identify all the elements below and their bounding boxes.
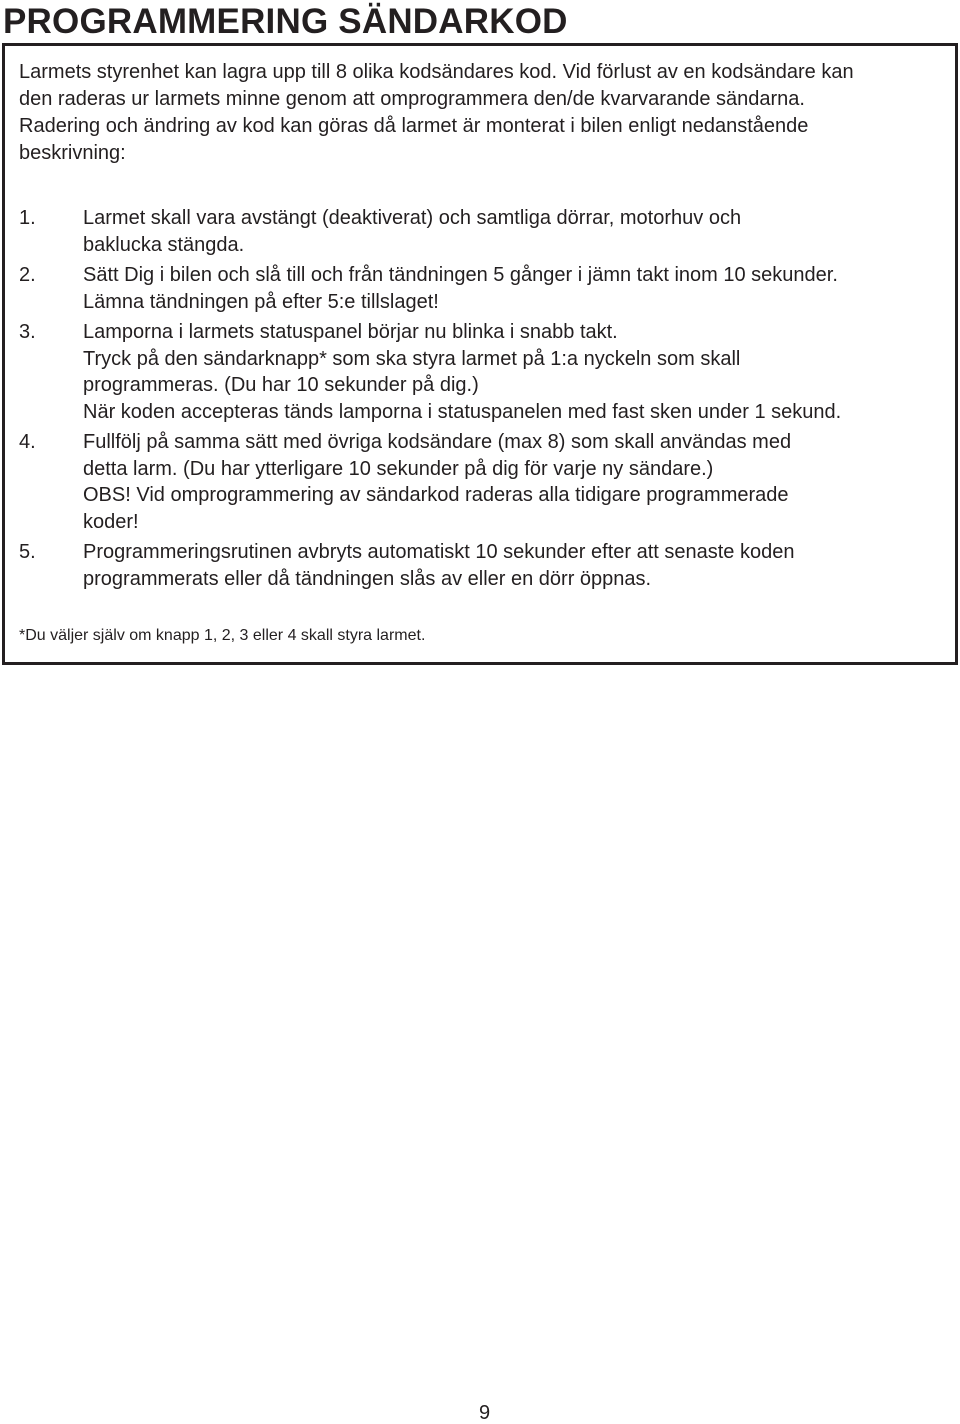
step-2 [19,262,944,315]
intro-line: Radering och ändring av kod kan göras då larmet är monterat i bilen enligt nedanstående [19,115,809,137]
steps-list [19,205,944,596]
footnote: *Du väljer själv om knapp 1, 2, 3 eller 4 skall styra larmet. [19,627,426,644]
step-1 [19,205,944,258]
step-text-line: Larmet skall vara avstängt (deaktiverat) och samtliga dörrar, motorhuv och [83,207,742,229]
step-text-line: koder! [83,510,139,533]
step-text-line: Fullfölj på samma sätt med övriga kodsändare (max 8) som skall användas med [83,431,792,453]
instruction-box [2,43,958,665]
step-number: 5. [19,541,36,563]
step-number: 1. [19,207,36,229]
step-text-line: Programmeringsrutinen avbryts automatiskt 10 sekunder efter att senaste koden [83,541,795,563]
step-text-line: programmerats eller då tändningen slås av eller en dörr öppnas. [83,567,652,590]
page-title: PROGRAMMERING SÄNDARKOD [3,2,568,41]
step-text-line: Lamporna i larmets statuspanel börjar nu blinka i snabb takt. [83,321,618,343]
step-text-line: Sätt Dig i bilen och slå till och från tändningen 5 gånger i jämn takt inom 10 sekunder. [83,264,838,286]
step-text-line: Lämna tändningen på efter 5:e tillslaget! [83,290,439,313]
step-number: 3. [19,321,36,343]
intro-line: den raderas ur larmets minne genom att omprogrammera den/de kvarvarande sändarna. [19,88,805,110]
step-number: 4. [19,431,36,453]
page-number: 9 [479,1402,491,1424]
step-3 [19,319,944,425]
step-text-line: Tryck på den sändarknapp* som ska styra larmet på 1:a nyckeln som skall [83,347,741,370]
step-text-line: programmeras. (Du har 10 sekunder på dig.) [83,374,479,396]
intro-line: Larmets styrenhet kan lagra upp till 8 olika kodsändares kod. Vid förlust av en kodsändare kan [19,61,854,83]
intro-paragraph [19,59,944,167]
step-number: 2. [19,264,36,286]
step-text-line: OBS! Vid omprogrammering av sändarkod raderas alla tidigare programmerade [83,484,789,506]
intro-line: beskrivning: [19,142,126,164]
step-text-line: baklucka stängda. [83,233,245,256]
step-text-line: detta larm. (Du har ytterligare 10 sekunder på dig för varje ny sändare.) [83,457,714,480]
step-text-line: När koden accepteras tänds lamporna i statuspanelen med fast sken under 1 sekund. [83,400,842,423]
step-5 [19,539,944,592]
step-4 [19,429,944,535]
